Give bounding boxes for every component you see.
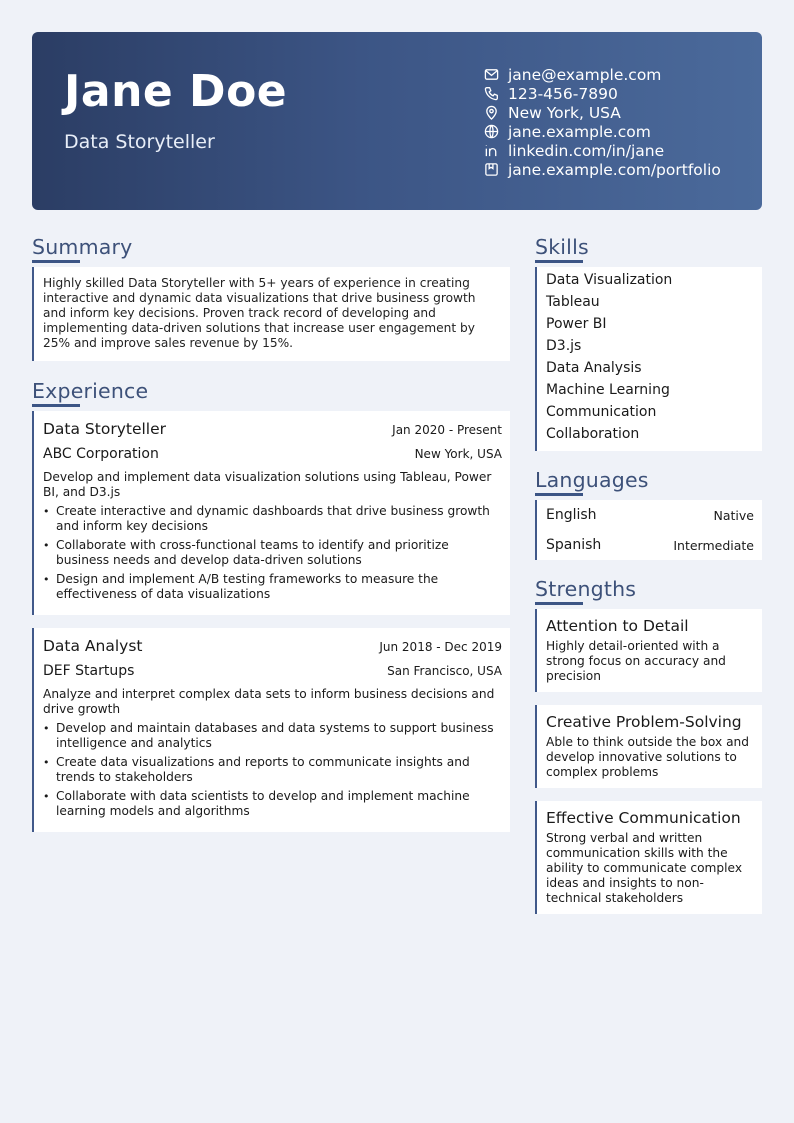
resume-header: [32, 32, 762, 210]
contact-email[interactable]: [484, 65, 756, 84]
job-card: [32, 411, 510, 615]
job-company-row: [34, 438, 510, 462]
skills-heading: Skills: [535, 235, 589, 259]
summary-heading-rule: [32, 260, 80, 263]
job-bullet: • Collaborate with data scientists to develop and implement machine learning models and algorithms: [56, 789, 502, 819]
job-description: Develop and implement data visualization solutions using Tableau, Power BI, and D3.js: [43, 470, 492, 499]
skill-item: Data Analysis: [546, 360, 642, 376]
job-company: DEF Startups: [43, 663, 135, 679]
job-location: San Francisco, USA: [387, 664, 502, 678]
job-bullet: • Create interactive and dynamic dashboards that drive business growth and inform key decisions: [56, 504, 502, 534]
summary-text: Highly skilled Data Storyteller with 5+ years of experience in creating interactive and dynamic data visualizations that drive business growth and inform key decisions. Proven track record of developing and implementing data-driven solutions that increase user engagement by 25% and improve sales revenue by 15%.: [43, 276, 476, 350]
languages-heading: Languages: [535, 468, 649, 492]
job-bullet: • Develop and maintain databases and data systems to support business intelligence and analytics: [56, 721, 502, 751]
job-header-row: [34, 628, 510, 655]
location-icon: [484, 105, 499, 120]
job-title: Data Storyteller: [43, 420, 167, 438]
strength-card: [535, 705, 762, 788]
skill-item: Machine Learning: [546, 382, 670, 398]
strength-title: Attention to Detail: [546, 617, 689, 635]
contact-website[interactable]: [484, 122, 756, 141]
contact-list: [484, 65, 756, 179]
language-name: English: [546, 507, 597, 523]
strength-title: Creative Problem-Solving: [546, 713, 742, 731]
strength-description: Strong verbal and written communication skills with the ability to communicate complex ideas and insights to non-technical stakeholders: [546, 831, 743, 905]
candidate-title: Data Storyteller: [64, 131, 215, 153]
globe-icon: [484, 124, 499, 139]
job-bullet: • Design and implement A/B testing frameworks to measure the effectiveness of data visualizations: [56, 572, 502, 602]
experience-heading-rule: [32, 404, 80, 407]
job-bullet: • Create data visualizations and reports to communicate insights and trends to stakeholders: [56, 755, 502, 785]
contact-linkedin[interactable]: [484, 141, 756, 160]
job-title: Data Analyst: [43, 637, 143, 655]
strength-card: [535, 801, 762, 914]
job-company: ABC Corporation: [43, 446, 159, 462]
contact-location: [484, 103, 756, 122]
contact-email-text: jane@example.com: [508, 65, 662, 84]
candidate-name: Jane Doe: [64, 66, 288, 117]
phone-icon: [484, 86, 499, 101]
contact-phone-text: 123-456-7890: [508, 84, 618, 103]
skills-heading-rule: [535, 260, 583, 263]
strength-description: Highly detail-oriented with a strong focus on accuracy and precision: [546, 639, 726, 683]
job-description: Analyze and interpret complex data sets to inform business decisions and drive growth: [43, 687, 495, 716]
job-card: [32, 628, 510, 832]
languages-heading-rule: [535, 493, 583, 496]
strength-description: Able to think outside the box and develop innovative solutions to complex problems: [546, 735, 749, 779]
linkedin-icon: [484, 143, 499, 158]
strengths-heading: Strengths: [535, 577, 637, 601]
job-header-row: [34, 411, 510, 438]
job-bullets: [34, 721, 510, 819]
skill-item: Collaboration: [546, 426, 640, 442]
contact-portfolio[interactable]: [484, 160, 756, 179]
languages-card: [535, 500, 762, 560]
strength-card: [535, 609, 762, 692]
language-row: [537, 530, 762, 560]
skill-item: Power BI: [546, 316, 607, 332]
job-bullets: [34, 504, 510, 602]
job-company-row: [34, 655, 510, 679]
strength-title: Effective Communication: [546, 809, 741, 827]
contact-location-text: New York, USA: [508, 103, 621, 122]
job-bullet: • Collaborate with cross-functional teams to identify and prioritize business needs and develop data-driven solutions: [56, 538, 502, 568]
language-level: Native: [713, 507, 754, 523]
contact-website-text: jane.example.com: [508, 122, 651, 141]
skills-card: [535, 267, 762, 451]
contact-phone[interactable]: [484, 84, 756, 103]
experience-heading: Experience: [32, 379, 149, 403]
summary-heading: Summary: [32, 235, 133, 259]
skill-item: D3.js: [546, 338, 582, 354]
job-date: Jun 2018 - Dec 2019: [379, 640, 502, 654]
mail-icon: [484, 67, 499, 82]
language-row: [537, 500, 762, 530]
portfolio-icon: [484, 162, 499, 177]
job-date: Jan 2020 - Present: [392, 423, 502, 437]
job-location: New York, USA: [414, 447, 502, 461]
contact-portfolio-text: jane.example.com/portfolio: [508, 160, 721, 179]
contact-linkedin-text: linkedin.com/in/jane: [508, 141, 665, 160]
skill-item: Communication: [546, 404, 657, 420]
language-name: Spanish: [546, 537, 602, 553]
language-level: Intermediate: [673, 537, 754, 553]
skill-item: Data Visualization: [546, 272, 673, 288]
strengths-heading-rule: [535, 602, 583, 605]
skill-item: Tableau: [546, 294, 600, 310]
summary-card: [32, 267, 510, 361]
